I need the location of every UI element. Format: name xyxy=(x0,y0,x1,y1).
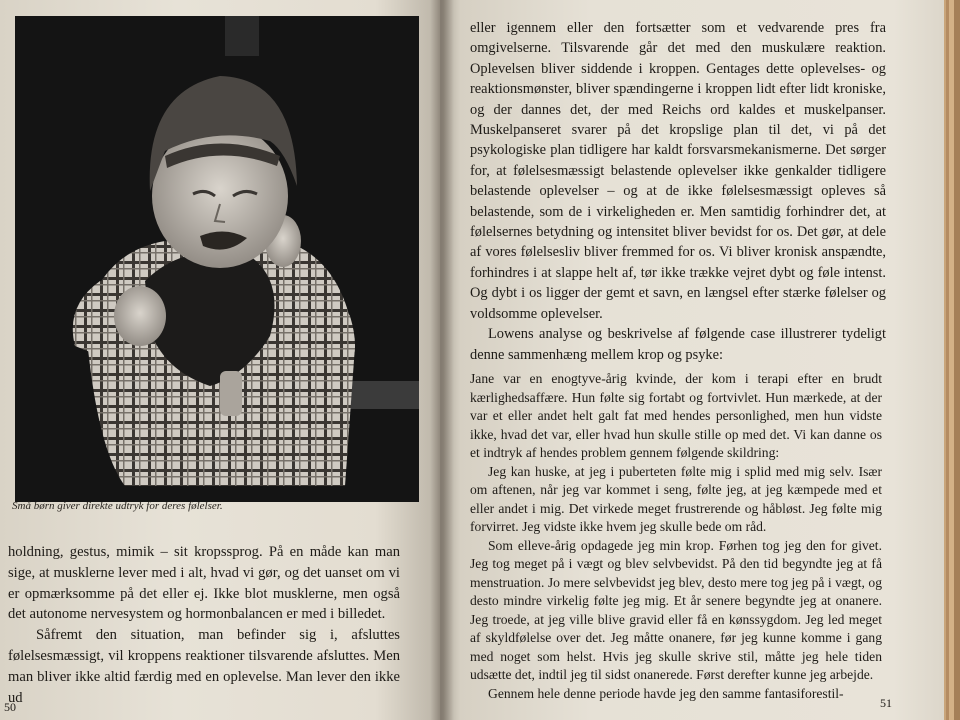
quote-paragraph-2: Jeg kan huske, at jeg i puberteten følte mig i splid med mig selv. Især om aftenen, når jeg var kommet i seng, følte jeg, at jeg kæmpede med et eller andet i mig. Det virkede meget frustrerende og håbløst. Jeg følte mig forvirret. Jeg vidste ikke hvem jeg skulle bede om råd. xyxy=(470,463,882,534)
right-page-body xyxy=(470,18,886,365)
right-paragraph-1: eller igennem eller den fortsætter som et vedvarende pres fra omgivelserne. Tilsvarende går det med den muskulære reaktion. Oplevelsen bliver siddende i kroppen. Gentages dette oplevelses- og reaktionsmønster, bliver spændingerne i kroppen lidt efter lidt kroniske, og der dannes det, der med Reichs ord kaldes et muskelpanser. Muskelpanseret svarer på det kropslige plan til det, vi på det psykologiske plan tidligere har kaldt forsvarsmekanismerne. Det sørger for, at følelsesmæssigt belastende oplevelser ikke genkalder tidligere belastende oplevelser – og at de ikke følelsesmæssigt opleves så belastende, som de i virkeligheden er. Men samtidig forhindrer det, at følelsernes betydning og intensitet bliver bevidst for os. Det gør, at dele af vores følelsesliv bliver fremmed for os. Vi bliver kronisk anspændte, forhindres i at slappe helt af, tør ikke trække vejret dybt og føle intenst. Og dybt i os ligger der gemt et savn, en længsel efter stærke følelser og voldsomme oplevelser. xyxy=(470,20,886,322)
left-paragraph-2: Såfremt den situation, man befinder sig i, afsluttes følelsesmæssigt, vil kroppens reaktioner tilsvarende afsluttes. Men man bliver ikke altid færdig med en oplevelse. Man lever den ikke ud xyxy=(8,627,400,706)
quote-paragraph-4: Gennem hele denne periode havde jeg den samme fantasiforestil- xyxy=(488,685,844,701)
quote-paragraph-3: Som elleve-årig opdagede jeg min krop. Førhen tog jeg den for givet. Jeg tog meget på i vægt og blev selvbevidst. På den tid begyndte jeg at få menstruation. Jo mere selvbevidst jeg blev, desto mere tog jeg på i vægt, og desto mindre virkelig følte jeg mig. Et år senere begyndte jeg at onanere. Jeg troede, at jeg ville blive gravid eller få en kønssygdom. Jeg led meget af skyldfølelse over det. Jeg måtte onanere, før jeg kunne komme i gang med noget som helst. Hvis jeg skulle skrive stil, måtte jeg hele tiden udsætte det, indtil jeg til sidst onanerede. Først derefter kunne jeg arbejde. xyxy=(470,537,882,682)
left-page xyxy=(0,0,442,720)
left-paragraph-1: holdning, gestus, mimik – sit kropssprog. På en måde kan man sige, at musklerne lever med i alt, hvad vi gør, og det uanset om vi er opmærksomme på det eller ej. Ikke blot musklerne, men også det autonome nervesystem og hormonbalancen er med i billedet. xyxy=(8,544,400,623)
child-photo-illustration xyxy=(15,16,419,502)
photo-caption: Små børn giver direkte udtryk for deres følelser. xyxy=(12,500,223,512)
wooden-table-edge xyxy=(942,0,960,720)
page-number-right: 51 xyxy=(880,696,892,710)
quote-paragraph-1: Jane var en enogtyve-årig kvinde, der kom i terapi efter en brudt kærlighedsaffære. Hun følte sig fortabt og fortvivlet. Hun mærkede, at der var et eller andet helt galt fat med hendes personlighed, men hun vidste ikke, hvad det var, eller hvad hun skulle stille op med det. Vi kan danne os et indtryk af hendes problem gennem følgende skildring: xyxy=(470,371,882,460)
case-quote xyxy=(470,370,882,703)
right-page xyxy=(440,0,944,720)
left-page-body xyxy=(8,542,400,708)
page-number-left: 50 xyxy=(4,700,16,714)
right-paragraph-2: Lowens analyse og beskrivelse af følgende case illustrerer tydeligt denne sammenhæng mellem krop og psyke: xyxy=(470,326,886,363)
photo-crying-child xyxy=(15,16,419,502)
